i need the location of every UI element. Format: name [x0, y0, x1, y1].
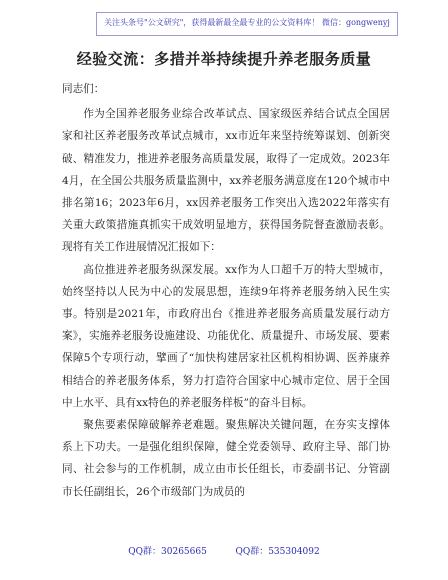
document-body — [62, 78, 390, 503]
footer-qq-groups: QQ群：30265665 QQ群：535304092 — [128, 547, 320, 557]
paragraph-intro: 作为全国养老服务业综合改革试点、国家级医养结合试点全国居家和社区养老服务改革试点城市，xx市近年来坚持统筹谋划、创新突破、精准发力，推进养老服务高质量发展，取得了一定成效。2023年4月，在全国公共服务质量监测中，xx养老服务满意度在120个城市中排名第16；2023年6月，xx因养老服务工作突出入选2022年落实有关重大政策措施真抓实干成效明显地方，获得国务院督查激励表彰。现将有关工作进展情况汇报如下： — [62, 108, 390, 254]
document-title: 经验交流：多措并举持续提升养老服务质量 — [76, 50, 372, 68]
salutation: 同志们： — [62, 83, 105, 95]
paragraph-resource-guarantee: 聚焦要素保障破解养老难题。聚焦解决关键问题，在夯实支撑体系上下功夫。一是强化组织保障，健全党委领导、政府主导、部门协同、社会参与的工作机制，成立由市长任组长，市委副书记、分管副市长任副组长，26个市级部门为成员的 — [62, 419, 390, 498]
paragraph-high-level-promotion: 高位推进养老服务纵深发展。xx作为人口超千万的特大型城市，始终坚持以人民为中心的发展思想，连续9年将养老服务纳入民生实事。特别是2021年，市政府出台《推进养老服务高质量发展行动方案》，实施养老服务设施建设、功能优化、质量提升、市场发展、要素保障5个专项行动，擘画了“加快构建居家社区机构相协调、医养康养相结合的养老服务体系，努力打造符合国家中心城市定位、居于全国中上水平、具有xx特色的养老服务样板”的奋斗目标。 — [62, 263, 390, 409]
header-promo-note: 关注头条号"公文研究"，获得最新最全最专业的公文资料库！ 微信：gongwenyj — [96, 12, 398, 36]
